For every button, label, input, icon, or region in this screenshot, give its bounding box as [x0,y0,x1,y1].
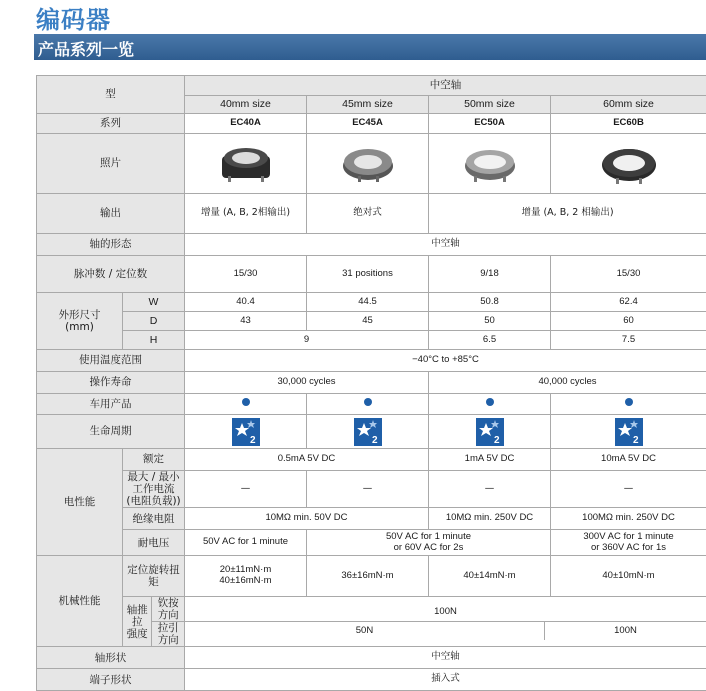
current-ec40a: — [185,471,307,508]
strength-label [123,597,152,646]
insulation-ec40-45: 10MΩ min. 50V DC [185,508,429,530]
current-label-line1: 最大 / 最小工作电流 [127,471,179,495]
pull-ec60b: 100N [544,622,706,641]
dim-d-ec60b: 60 [551,312,706,331]
dim-w-ec50a: 50.8 [429,293,551,312]
strength-values-subtable [185,603,706,640]
dim-h-ec60b: 7.5 [551,331,706,350]
photo-ec45a [307,134,429,194]
push-label: 钦按方向 [152,597,184,622]
shaft-form-value: 中空轴 [185,234,706,256]
series-ec60b: EC60B [551,114,706,134]
encoder-ring-icon [338,142,398,186]
dot-icon [364,398,372,406]
dim-h-row [37,331,706,350]
current-ec50a: — [429,471,551,508]
shaft-form-row [37,234,706,256]
section-title: 产品系列一览 [38,37,134,60]
current-label-line2: (电阻负载)) [126,495,180,507]
size-60: 60mm size [551,96,706,114]
dot-icon [486,398,494,406]
torque-ec50a: 40±14mN·m [429,556,551,597]
size-40: 40mm size [185,96,307,114]
temp-row [37,350,706,372]
photo-ec60b [551,134,706,194]
photo-ec50a [429,134,551,194]
lifecycle-ec45a [307,415,429,449]
size-45: 45mm size [307,96,429,114]
strength-label-line1: 轴推拉 [127,604,148,628]
life-ec40-45: 30,000 cycles [185,372,429,394]
pulses-ec50a: 9/18 [429,256,551,293]
insulation-ec60b: 100MΩ min. 250V DC [551,508,706,530]
withstand-ec60b-line2: or 360V AC for 1s [591,542,666,553]
strength-values [185,597,706,647]
pulses-label: 脉冲数 / 定位数 [37,256,185,293]
temp-label: 使用温度范围 [37,350,185,372]
rating-ec50a: 1mA 5V DC [429,449,551,471]
series-label: 系列 [37,114,185,134]
automotive-row [37,394,706,415]
torque-row [37,556,706,597]
push-value: 100N [185,603,706,622]
mechanical-group-label: 机械性能 [37,556,123,647]
dimensions-label-line2: (mm) [65,321,94,333]
withstand-ec45-50-line1: 50V AC for 1 minute [386,531,471,542]
dim-w-row [37,293,706,312]
encoder-ring-icon [460,142,520,186]
current-label [123,471,185,508]
dim-h-ec50a: 6.5 [429,331,551,350]
lifecycle-row [37,415,706,449]
dim-d-row [37,312,706,331]
withstand-ec45-50-line2: or 60V AC for 2s [394,542,464,553]
series-row [37,114,706,134]
torque-ec40a-line1: 20±11mN·m [220,564,272,575]
insulation-ec50a: 10MΩ min. 250V DC [429,508,551,530]
push-row [37,597,706,647]
dimensions-label [37,293,123,350]
shaft-shape-row [37,647,706,669]
withstand-ec60b [551,530,706,556]
output-label: 输出 [37,194,185,234]
withstand-ec45-50 [307,530,551,556]
torque-ec40a [185,556,307,597]
pulses-ec60b: 15/30 [551,256,706,293]
strength-subtable [123,597,184,646]
dim-d-ec45a: 45 [307,312,429,331]
dot-icon [242,398,250,406]
page-title: 编码器 [36,0,111,35]
pulses-ec45a: 31 positions [307,256,429,293]
torque-ec40a-line2: 40±16mN·m [219,575,271,586]
dim-d-ec50a: 50 [429,312,551,331]
section-bar [34,34,706,60]
star-badge-icon [476,418,504,446]
rating-row [37,449,706,471]
temp-value: −40°C to +85°C [185,350,706,372]
dim-w-label: W [123,293,185,312]
rating-ec60b: 10mA 5V DC [551,449,706,471]
photo-ec40a [185,134,307,194]
dim-h-ec40-45: 9 [185,331,429,350]
shaft-shape-label: 轴形状 [37,647,185,669]
output-ec45a: 绝对式 [307,194,429,234]
svg-text:2: 2 [372,435,378,446]
insulation-row [37,508,706,530]
current-ec60b: — [551,471,706,508]
rating-ec40-45: 0.5mA 5V DC [185,449,429,471]
torque-ec60b: 40±10mN·m [551,556,706,597]
current-ec45a: — [307,471,429,508]
terminal-label: 端子形状 [37,669,185,691]
withstand-row [37,530,706,556]
output-ec50-60: 增量 (A, B, 2 相输出) [429,194,706,234]
dim-w-ec45a: 44.5 [307,293,429,312]
terminal-row [37,669,706,691]
photo-row [37,134,706,194]
pulses-ec40a: 15/30 [185,256,307,293]
electrical-group-label: 电性能 [37,449,123,556]
star-badge-icon [615,418,643,446]
dim-d-label: D [123,312,185,331]
terminal-value: 插入式 [185,669,706,691]
pulses-row [37,256,706,293]
lifecycle-label: 生命周期 [37,415,185,449]
dim-w-ec60b: 62.4 [551,293,706,312]
dim-w-ec40a: 40.4 [185,293,307,312]
type-label: 型 [37,76,185,114]
life-ec50-60: 40,000 cycles [429,372,706,394]
output-ec40a: 增量 (A, B, 2相输出) [185,194,307,234]
product-table [36,75,706,691]
star-badge-icon [232,418,260,446]
svg-text:2: 2 [633,435,639,446]
withstand-ec40a: 50V AC for 1 minute [185,530,307,556]
size-50: 50mm size [429,96,551,114]
withstand-label: 耐电压 [123,530,185,556]
strength-cell [123,597,185,647]
automotive-ec40a [185,394,307,415]
svg-text:2: 2 [494,435,500,446]
torque-label: 定位旋转扭矩 [123,556,185,597]
life-label: 操作寿命 [37,372,185,394]
lifecycle-ec50a [429,415,551,449]
withstand-ec60b-line1: 300V AC for 1 minute [583,531,673,542]
lifecycle-ec40a [185,415,307,449]
shaft-form-label: 轴的形态 [37,234,185,256]
header-row [37,76,706,96]
shaft-shape-value: 中空轴 [185,647,706,669]
series-ec50a: EC50A [429,114,551,134]
dimensions-label-line1: 外形尺寸 [59,309,101,321]
strength-label-line2: 强度 [127,628,148,640]
svg-text:2: 2 [250,435,256,446]
life-row [37,372,706,394]
encoder-ring-icon [216,142,276,186]
dot-icon [625,398,633,406]
star-badge-icon [354,418,382,446]
torque-ec45a: 36±16mN·m [307,556,429,597]
current-row [37,471,706,508]
series-ec45a: EC45A [307,114,429,134]
photo-label: 照片 [37,134,185,194]
hollow-shaft-header: 中空轴 [185,76,706,96]
lifecycle-ec60b [551,415,706,449]
pull-ec40-50: 50N [185,622,544,641]
automotive-ec60b [551,394,706,415]
encoder-ring-icon [598,142,660,186]
output-row [37,194,706,234]
rating-label: 额定 [123,449,185,471]
automotive-ec50a [429,394,551,415]
series-ec40a: EC40A [185,114,307,134]
pull-label: 拉引方向 [152,622,184,647]
automotive-ec45a [307,394,429,415]
insulation-label: 绝缘电阻 [123,508,185,530]
dim-h-label: H [123,331,185,350]
automotive-label: 车用产品 [37,394,185,415]
dim-d-ec40a: 43 [185,312,307,331]
